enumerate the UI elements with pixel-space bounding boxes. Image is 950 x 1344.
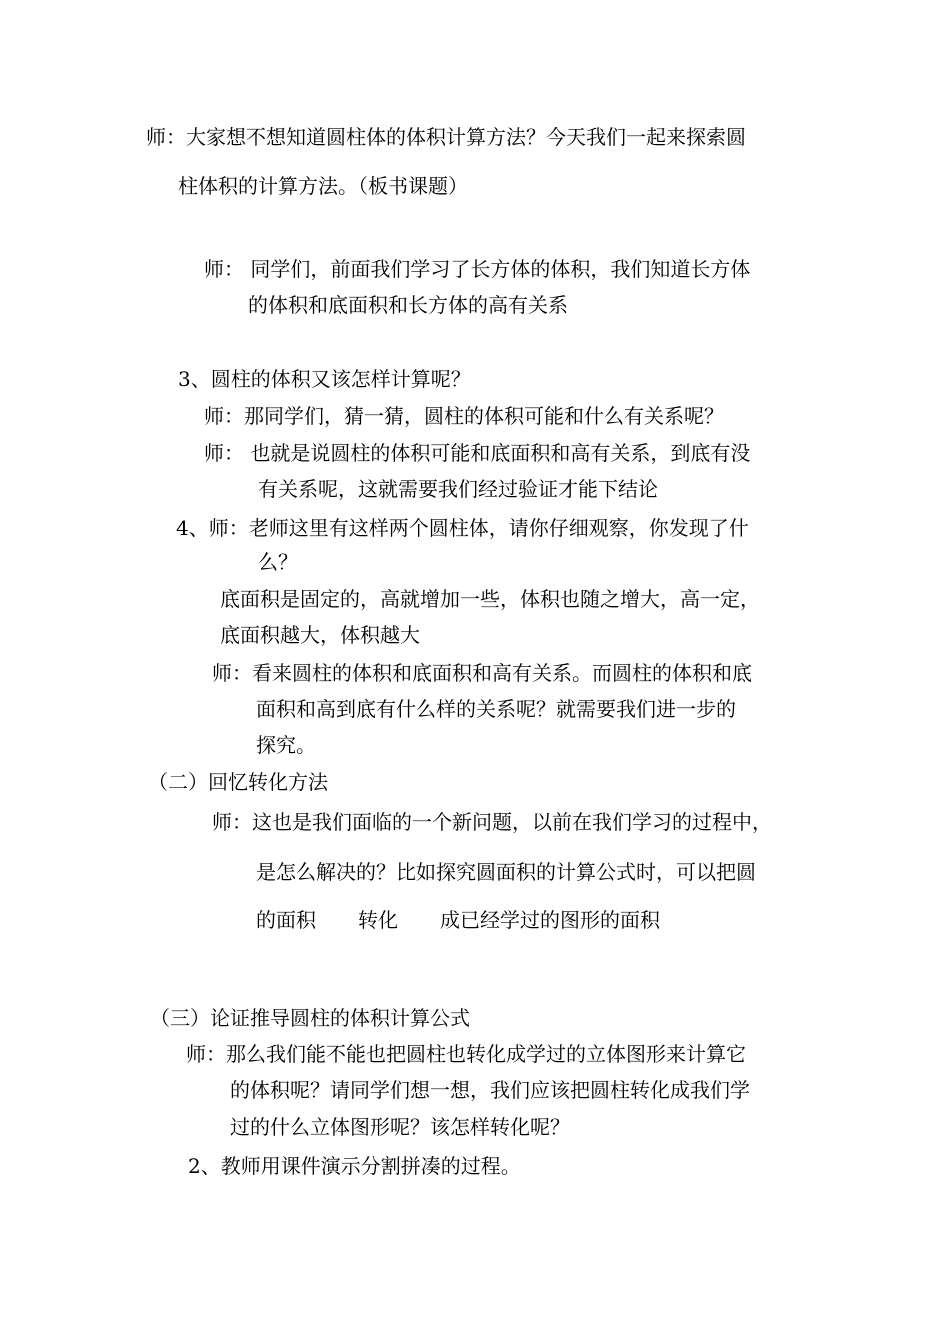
text-line: 师：那同学们，猜一猜，圆柱的体积可能和什么有关系呢？ — [204, 404, 724, 428]
text-line: 面积和高到底有什么样的关系呢？就需要我们进一步的 — [256, 697, 736, 721]
section-heading: （二）回忆转化方法 — [148, 770, 328, 794]
text-line: 么？ — [258, 550, 298, 574]
text-line: 底面积越大，体积越大 — [220, 623, 420, 647]
text-segment: 成已经学过的图形的面积 — [440, 908, 660, 932]
text-line: 2、教师用课件演示分割拼凑的过程。 — [188, 1154, 521, 1178]
text-segment: 的面积 — [256, 908, 316, 932]
text-line: 师： 也就是说圆柱的体积可能和底面积和高有关系，到底有没 — [204, 441, 751, 465]
section-heading: （三）论证推导圆柱的体积计算公式 — [150, 1006, 470, 1030]
text-line: 底面积是固定的，高就增加一些，体积也随之增大，高一定， — [220, 587, 760, 611]
text-line: 是怎么解决的？比如探究圆面积的计算公式时，可以把圆 — [256, 860, 756, 884]
text-line: 探究。 — [256, 733, 316, 757]
text-line: 柱体积的计算方法。（板书课题） — [178, 174, 468, 198]
text-line: 的体积呢？请同学们想一想，我们应该把圆柱转化成我们学 — [230, 1078, 750, 1102]
text-line: 3、圆柱的体积又该怎样计算呢？ — [178, 367, 471, 391]
text-line — [256, 908, 660, 932]
text-line: 师：那么我们能不能也把圆柱也转化成学过的立体图形来计算它 — [186, 1042, 746, 1066]
text-line: 师：大家想不想知道圆柱体的体积计算方法？今天我们一起来探索圆 — [146, 125, 746, 149]
text-line: 师：这也是我们面临的一个新问题，以前在我们学习的过程中， — [212, 810, 772, 834]
text-line: 过的什么立体图形呢？该怎样转化呢？ — [230, 1115, 570, 1139]
text-line: 的体积和底面积和长方体的高有关系 — [248, 293, 568, 317]
text-line: 4、师：老师这里有这样两个圆柱体，请你仔细观察，你发现了什 — [176, 516, 749, 540]
text-segment: 转化 — [358, 908, 398, 932]
text-line: 师： 同学们，前面我们学习了长方体的体积，我们知道长方体 — [204, 257, 751, 281]
text-line: 有关系呢，这就需要我们经过验证才能下结论 — [258, 477, 658, 501]
text-line: 师：看来圆柱的体积和底面积和高有关系。而圆柱的体积和底 — [212, 661, 752, 685]
